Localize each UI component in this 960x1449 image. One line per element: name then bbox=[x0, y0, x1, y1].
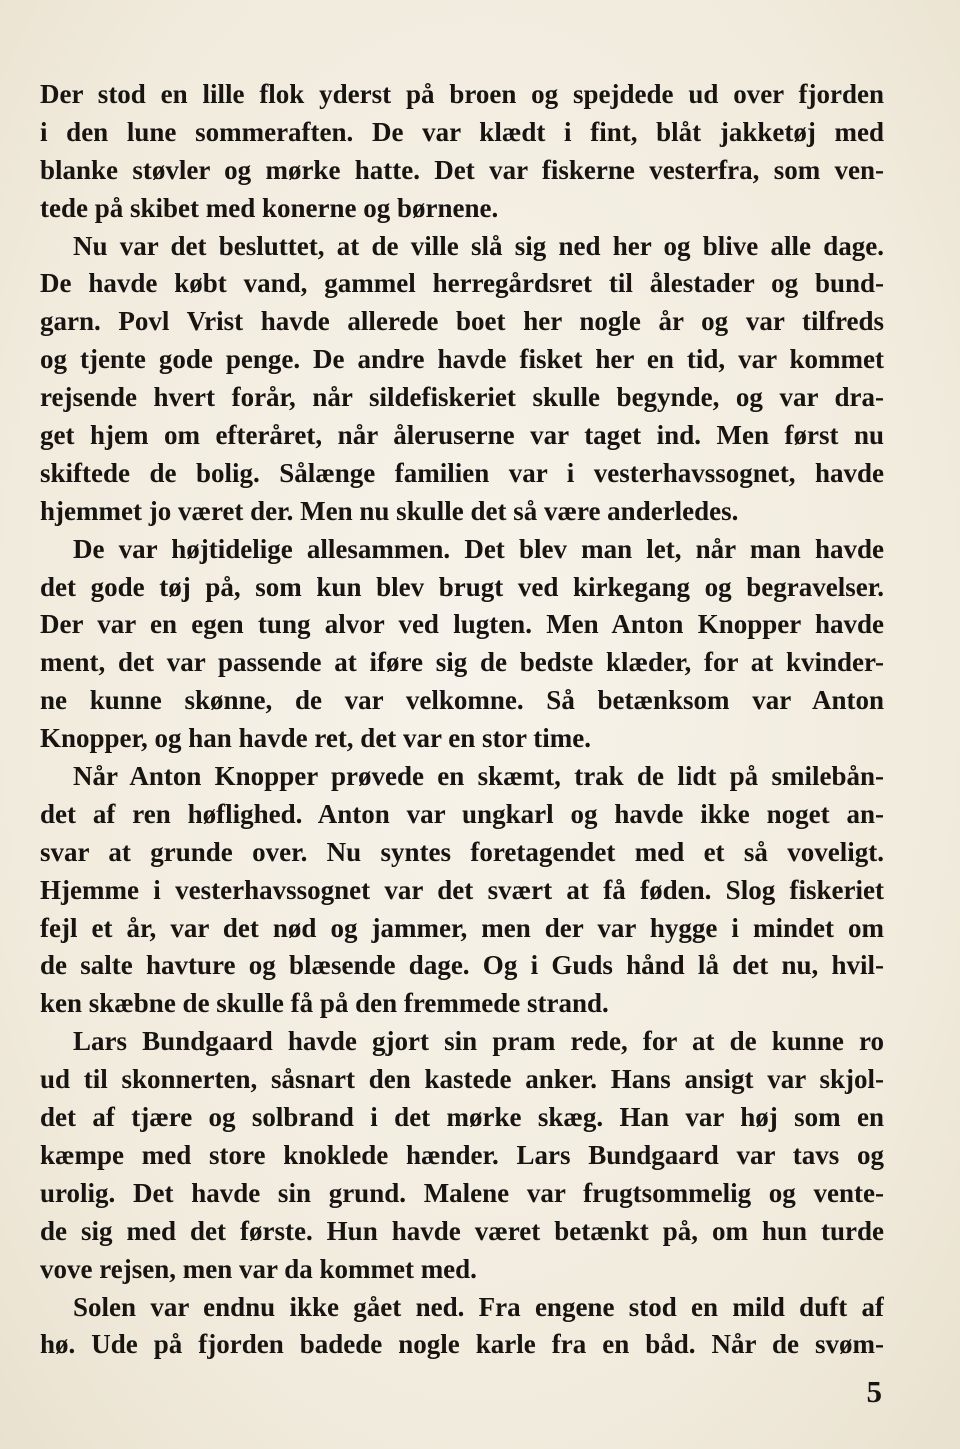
text-line: Lars Bundgaard havde gjort sin pram rede, for at de kunne ro bbox=[73, 1026, 884, 1057]
text-line: fejl et år, var det nød og jammer, men der var hygge i mindet om bbox=[40, 912, 884, 943]
text-line: Hjemme i vesterhavssognet var det svært at få føden. Slog fiskeriet bbox=[40, 874, 884, 905]
text-line: rejsende hvert forår, når sildefiskeriet skulle begynde, og var dra- bbox=[40, 382, 884, 413]
text-line: tede på skibet med konerne og børnene. bbox=[40, 192, 499, 223]
text-line: vove rejsen, men var da kommet med. bbox=[40, 1253, 477, 1284]
text-line: kæmpe med store knoklede hænder. Lars Bundgaard var tavs og bbox=[40, 1139, 884, 1170]
text-line: Solen var endnu ikke gået ned. Fra engene stod en mild duft af bbox=[73, 1291, 884, 1322]
text-line: svar at grunde over. Nu syntes foretagendet med et så voveligt. bbox=[40, 836, 884, 867]
text-line: De var højtidelige allesammen. Det blev man let, når man havde bbox=[73, 533, 884, 564]
text-line: de salte havture og blæsende dage. Og i Guds hånd lå det nu, hvil- bbox=[40, 950, 884, 981]
text-line: De havde købt vand, gammel herregårdsret til ålestader og bund- bbox=[40, 268, 884, 299]
text-line: urolig. Det havde sin grund. Malene var frugtsommelig og vente- bbox=[40, 1177, 884, 1208]
text-line: blanke støvler og mørke hatte. Det var fiskerne vesterfra, som ven- bbox=[40, 154, 884, 185]
text-line: garn. Povl Vrist havde allerede boet her nogle år og var tilfreds bbox=[40, 306, 884, 337]
body-text bbox=[40, 76, 884, 1364]
text-line: de sig med det første. Hun havde været betænkt på, om hun turde bbox=[40, 1215, 884, 1246]
text-line: i den lune sommeraften. De var klædt i fint, blåt jakketøj med bbox=[40, 116, 884, 147]
text-line: hjemmet jo været der. Men nu skulle det så være anderledes. bbox=[40, 495, 739, 526]
text-line: get hjem om efteråret, når åleruserne var taget ind. Men først nu bbox=[40, 420, 884, 451]
text-line: Når Anton Knopper prøvede en skæmt, trak de lidt på smilebån- bbox=[73, 761, 884, 792]
text-line: og tjente gode penge. De andre havde fisket her en tid, var kommet bbox=[40, 344, 884, 375]
text-line: det af tjære og solbrand i det mørke skæg. Han var høj som en bbox=[40, 1102, 884, 1133]
text-line: ne kunne skønne, de var velkomne. Så betænksom var Anton bbox=[40, 685, 884, 716]
text-line: ment, det var passende at iføre sig de bedste klæder, for at kvinder- bbox=[40, 647, 884, 678]
text-line: Der stod en lille flok yderst på broen og spejdede ud over fjorden bbox=[40, 79, 884, 109]
text-line: ud til skonnerten, såsnart den kastede anker. Hans ansigt var skjol- bbox=[40, 1064, 884, 1095]
text-line: det af ren høflighed. Anton var ungkarl og havde ikke noget an- bbox=[40, 798, 884, 829]
text-line: skiftede de bolig. Sålænge familien var i vesterhavssognet, havde bbox=[40, 457, 884, 488]
text-line: det gode tøj på, som kun blev brugt ved kirkegang og begravelser. bbox=[40, 571, 884, 602]
text-line: Nu var det besluttet, at de ville slå sig ned her og blive alle dage. bbox=[73, 230, 884, 261]
page-number: 5 bbox=[866, 1374, 882, 1409]
text-line: ken skæbne de skulle få på den fremmede strand. bbox=[40, 988, 609, 1019]
text-line: hø. Ude på fjorden badede nogle karle fra en båd. Når de svøm- bbox=[40, 1329, 884, 1360]
text-line: Der var en egen tung alvor ved lugten. Men Anton Knopper havde bbox=[40, 609, 884, 640]
text-line: Knopper, og han havde ret, det var en stor time. bbox=[40, 723, 592, 754]
